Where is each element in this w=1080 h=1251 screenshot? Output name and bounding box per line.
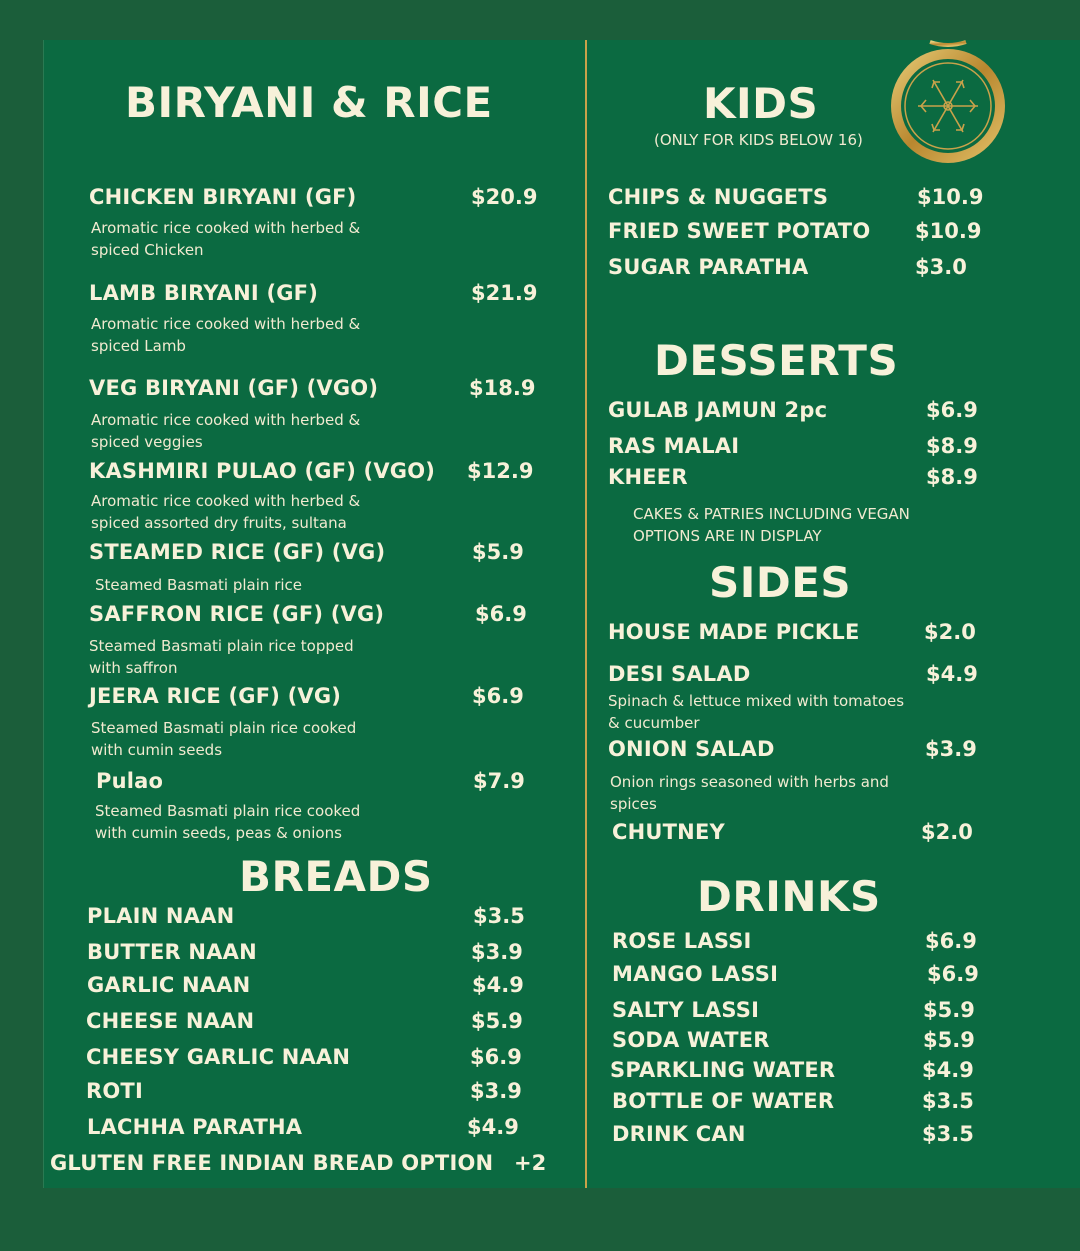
menu-item-name: SALTY LASSI	[612, 998, 760, 1022]
menu-item-description: Onion rings seasoned with herbs and	[610, 773, 889, 791]
menu-item-name: CHICKEN BIRYANI (GF)	[89, 185, 357, 209]
kids-heading: KIDS	[703, 79, 819, 128]
menu-item-price: $5.9	[923, 1028, 975, 1052]
biryani-rice-heading: BIRYANI & RICE	[125, 78, 493, 127]
menu-item-name: DRINK CAN	[612, 1122, 746, 1146]
menu-item-price: $5.9	[923, 998, 975, 1022]
snowflake-bauble-icon	[886, 40, 1010, 165]
kids-subtitle: (ONLY FOR KIDS BELOW 16)	[654, 131, 863, 149]
desserts-note-line1: CAKES & PATRIES INCLUDING VEGAN	[633, 505, 910, 523]
menu-item-price: $10.9	[917, 185, 984, 209]
menu-item-description: with cumin seeds, peas & onions	[95, 824, 342, 842]
menu-item-name: STEAMED RICE (GF) (VG)	[89, 540, 386, 564]
menu-item-name: MANGO LASSI	[612, 962, 779, 986]
menu-item-description: spiced Lamb	[91, 337, 186, 355]
menu-item-name: SUGAR PARATHA	[608, 255, 809, 279]
menu-item-description: Aromatic rice cooked with herbed &	[91, 219, 361, 237]
menu-item-price: $8.9	[926, 434, 978, 458]
menu-item-name: GARLIC NAAN	[87, 973, 251, 997]
menu-item-price: $20.9	[471, 185, 538, 209]
menu-item-price: $2.0	[924, 620, 976, 644]
menu-item-name: BUTTER NAAN	[87, 940, 257, 964]
menu-item-name: FRIED SWEET POTATO	[608, 219, 871, 243]
menu-item-description: with cumin seeds	[91, 741, 223, 759]
drinks-heading: DRINKS	[697, 872, 881, 921]
menu-item-name: LAMB BIRYANI (GF)	[89, 281, 319, 305]
menu-item-price: $21.9	[471, 281, 538, 305]
menu-item-name: CHIPS & NUGGETS	[608, 185, 829, 209]
menu-item-price: $7.9	[473, 769, 525, 793]
menu-item-name: GULAB JAMUN 2pc	[608, 398, 828, 422]
menu-item-price: $12.9	[467, 459, 534, 483]
gluten-free-note: GLUTEN FREE INDIAN BREAD OPTION	[50, 1151, 494, 1175]
menu-item-price: $3.9	[470, 1079, 522, 1103]
menu-item-name: CHEESE NAAN	[86, 1009, 255, 1033]
menu-item-name: LACHHA PARATHA	[87, 1115, 303, 1139]
menu-item-description: spiced veggies	[91, 433, 203, 451]
menu-item-description: spices	[610, 795, 657, 813]
menu-item-price: $3.5	[473, 904, 525, 928]
menu-item-price: $8.9	[926, 465, 978, 489]
menu-item-name: KHEER	[608, 465, 688, 489]
menu-item-price: $3.9	[471, 940, 523, 964]
menu-item-price: $3.5	[922, 1089, 974, 1113]
menu-item-price: $6.9	[926, 398, 978, 422]
menu-item-name: Pulao	[96, 769, 164, 793]
menu-item-description: spiced Chicken	[91, 241, 204, 259]
left-edge-line	[43, 40, 44, 1188]
menu-item-price: $6.9	[475, 602, 527, 626]
menu-item-name: KASHMIRI PULAO (GF) (VGO)	[89, 459, 436, 483]
menu-item-name: HOUSE MADE PICKLE	[608, 620, 860, 644]
desserts-note-line2: OPTIONS ARE IN DISPLAY	[633, 527, 822, 545]
desserts-heading: DESSERTS	[654, 336, 899, 385]
menu-item-name: SAFFRON RICE (GF) (VG)	[89, 602, 385, 626]
menu-item-price: $2.0	[921, 820, 973, 844]
sides-heading: SIDES	[709, 558, 852, 607]
menu-item-description: with saffron	[89, 659, 178, 677]
menu-item-price: $10.9	[915, 219, 982, 243]
menu-item-description: & cucumber	[608, 714, 700, 732]
menu-item-name: SPARKLING WATER	[610, 1058, 836, 1082]
menu-item-name: ROSE LASSI	[612, 929, 752, 953]
menu-item-name: PLAIN NAAN	[87, 904, 235, 928]
menu-item-name: CHEESY GARLIC NAAN	[86, 1045, 351, 1069]
menu-item-price: $6.9	[470, 1045, 522, 1069]
menu-item-description: Steamed Basmati plain rice	[95, 576, 303, 594]
menu-item-price: $3.5	[922, 1122, 974, 1146]
menu-item-description: Steamed Basmati plain rice topped	[89, 637, 354, 655]
menu-item-description: Aromatic rice cooked with herbed &	[91, 411, 361, 429]
menu-item-name: ONION SALAD	[608, 737, 775, 761]
menu-item-price: $6.9	[472, 684, 524, 708]
menu-item-price: $4.9	[467, 1115, 519, 1139]
menu-item-description: Aromatic rice cooked with herbed &	[91, 315, 361, 333]
menu-item-description: Spinach & lettuce mixed with tomatoes	[608, 692, 905, 710]
menu-item-price: $4.9	[926, 662, 978, 686]
menu-item-description: Steamed Basmati plain rice cooked	[91, 719, 357, 737]
menu-item-price: $4.9	[922, 1058, 974, 1082]
menu-item-name: ROTI	[86, 1079, 143, 1103]
menu-item-name: JEERA RICE (GF) (VG)	[89, 684, 342, 708]
menu-item-name: DESI SALAD	[608, 662, 751, 686]
menu-item-description: Aromatic rice cooked with herbed &	[91, 492, 361, 510]
menu-item-name: BOTTLE OF WATER	[612, 1089, 835, 1113]
menu-item-price: $4.9	[472, 973, 524, 997]
menu-item-description: spiced assorted dry fruits, sultana	[91, 514, 347, 532]
menu-item-description: Steamed Basmati plain rice cooked	[95, 802, 361, 820]
menu-item-price: $3.0	[915, 255, 967, 279]
breads-heading: BREADS	[239, 852, 433, 901]
menu-item-name: CHUTNEY	[612, 820, 725, 844]
menu-item-price: $6.9	[927, 962, 979, 986]
gluten-free-price: +2	[514, 1151, 547, 1175]
menu-item-name: VEG BIRYANI (GF) (VGO)	[89, 376, 379, 400]
menu-item-price: $18.9	[469, 376, 536, 400]
menu-item-price: $3.9	[925, 737, 977, 761]
column-divider	[585, 40, 587, 1188]
menu-item-price: $5.9	[472, 540, 524, 564]
menu-item-price: $5.9	[471, 1009, 523, 1033]
menu-item-name: RAS MALAI	[608, 434, 740, 458]
menu-item-price: $6.9	[925, 929, 977, 953]
menu-item-name: SODA WATER	[612, 1028, 770, 1052]
